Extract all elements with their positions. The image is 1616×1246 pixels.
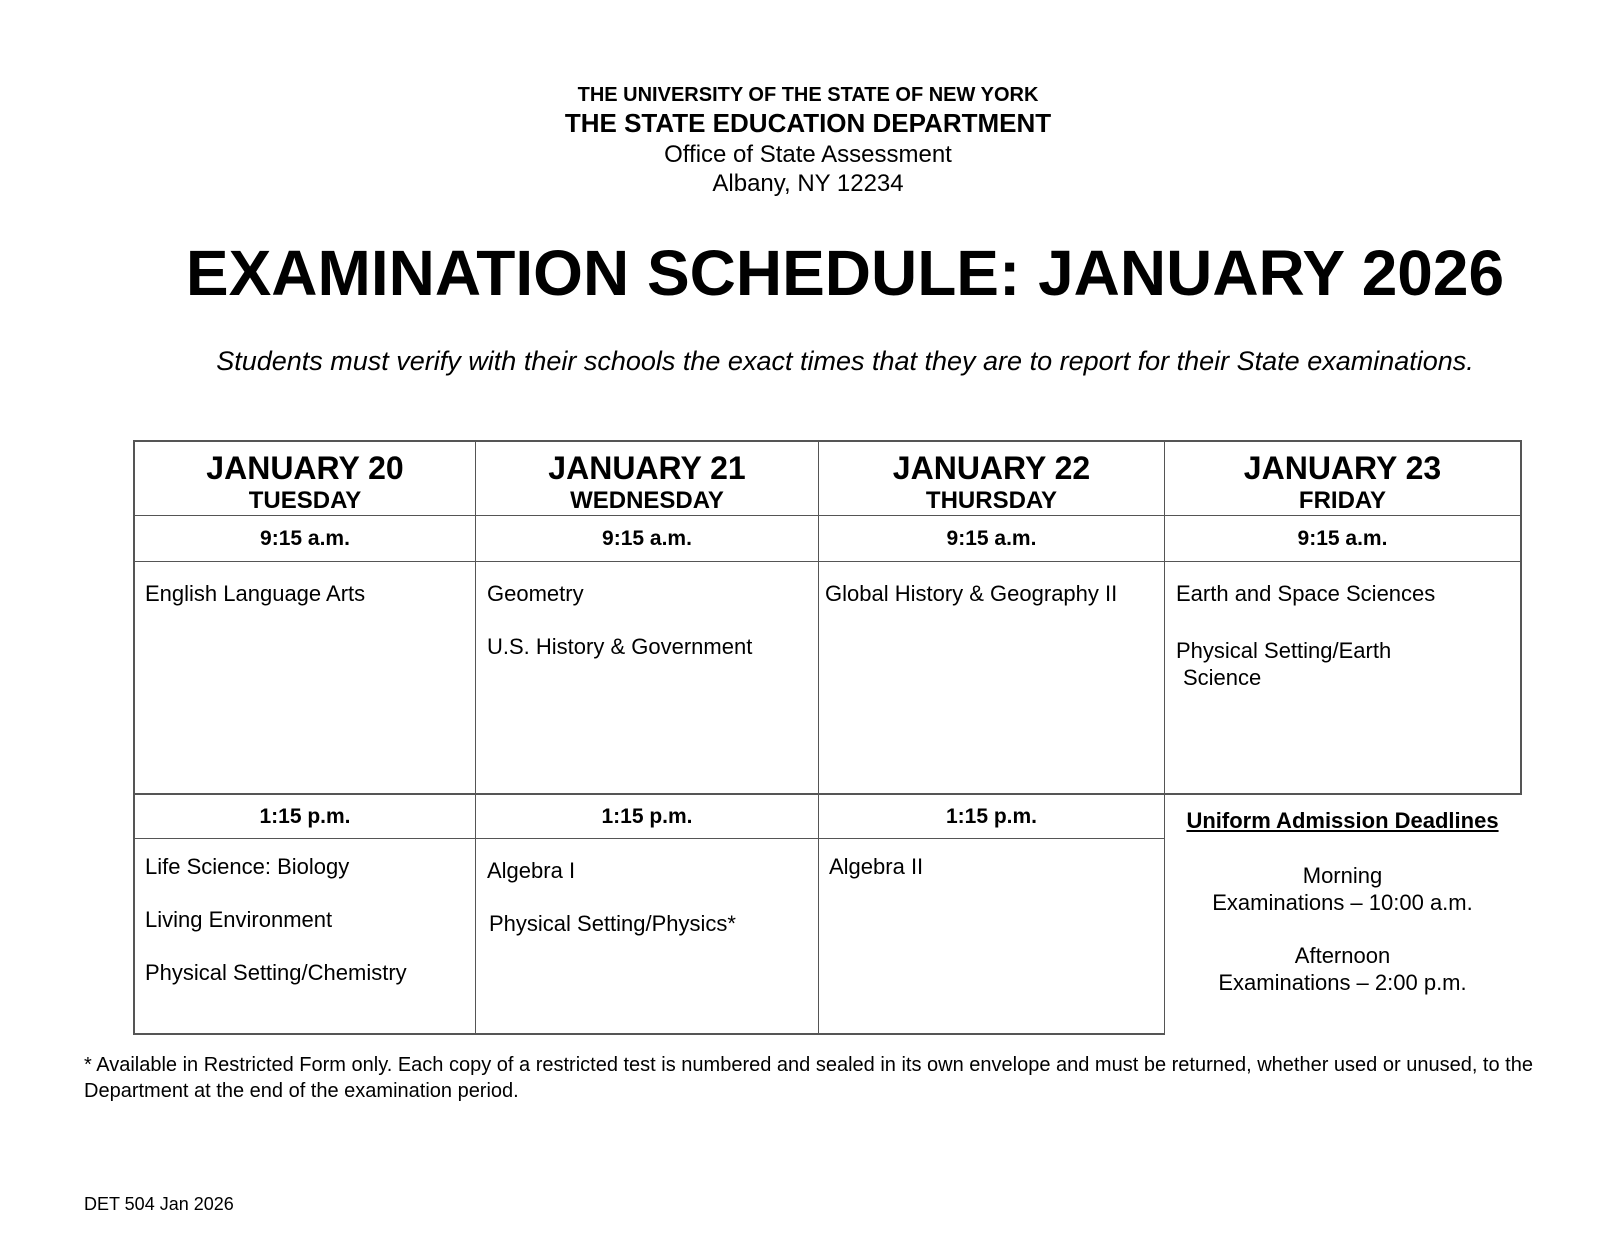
office-name: Office of State Assessment (664, 141, 952, 168)
afternoon-time: 1:15 p.m. (601, 805, 693, 828)
exam-item: Life Science: Biology (145, 854, 350, 879)
day-weekday: THURSDAY (925, 487, 1058, 514)
form-identifier: DET 504 Jan 2026 (84, 1194, 234, 1214)
university-name: THE UNIVERSITY OF THE STATE OF NEW YORK (577, 84, 1039, 106)
day-date: JANUARY 20 (206, 450, 404, 486)
uniform-admission-afternoon-label: Afternoon (1294, 943, 1391, 968)
afternoon-time: 1:15 p.m. (945, 805, 1038, 828)
exam-item: Physical Setting/Physics* (489, 911, 736, 936)
day-weekday: WEDNESDAY (570, 487, 724, 514)
uniform-admission-morning-label: Morning (1302, 863, 1383, 888)
exam-item: U.S. History & Government (487, 634, 753, 659)
office-address: Albany, NY 12234 (712, 170, 904, 197)
exam-item: Algebra II (829, 854, 924, 879)
exam-item: Living Environment (145, 907, 333, 932)
morning-time: 9:15 a.m. (1297, 527, 1388, 550)
page-title: EXAMINATION SCHEDULE: JANUARY 2026 (185, 237, 1505, 309)
uniform-admission-morning-time: Examinations – 10:00 a.m. (1212, 890, 1473, 915)
day-date: JANUARY 23 (1243, 450, 1442, 486)
table-row-divider (133, 561, 1522, 562)
department-name: THE STATE EDUCATION DEPARTMENT (564, 108, 1052, 138)
day-weekday: TUESDAY (248, 487, 362, 514)
exam-item: Physical Setting/Earth (1176, 638, 1392, 663)
uniform-admission-afternoon-time: Examinations – 2:00 p.m. (1218, 970, 1467, 995)
exam-item: Global History & Geography II (825, 581, 1118, 606)
exam-item: Earth and Space Sciences (1176, 581, 1436, 606)
table-row-divider (133, 515, 1522, 516)
day-date: JANUARY 22 (892, 450, 1091, 486)
table-border-top (133, 440, 1522, 442)
restricted-form-footnote: * Available in Restricted Form only. Each copy of a restricted test is numbered and sealed in its own envelope and must be returned, whether used or unused, to the Department at the end of the examination period. (84, 1054, 1533, 1102)
exam-item: Geometry (487, 581, 584, 606)
exam-item: Science (1183, 665, 1262, 690)
table-row-divider (133, 793, 1522, 795)
uniform-admission-title: Uniform Admission Deadlines (1186, 808, 1499, 833)
day-date: JANUARY 21 (548, 450, 746, 486)
morning-time: 9:15 a.m. (946, 527, 1037, 550)
exam-item: English Language Arts (145, 581, 366, 606)
page-subtitle: Students must verify with their schools the exact times that they are to report for their State examinations. (216, 346, 1474, 376)
afternoon-time: 1:15 p.m. (259, 805, 351, 828)
day-weekday: FRIDAY (1298, 487, 1387, 514)
table-border-bottom (133, 1033, 1165, 1035)
exam-item: Algebra I (487, 858, 576, 883)
morning-time: 9:15 a.m. (260, 527, 350, 550)
exam-item: Physical Setting/Chemistry (145, 960, 407, 985)
table-border-right (1520, 440, 1522, 795)
table-row-divider (133, 838, 1165, 839)
morning-time: 9:15 a.m. (602, 527, 692, 550)
